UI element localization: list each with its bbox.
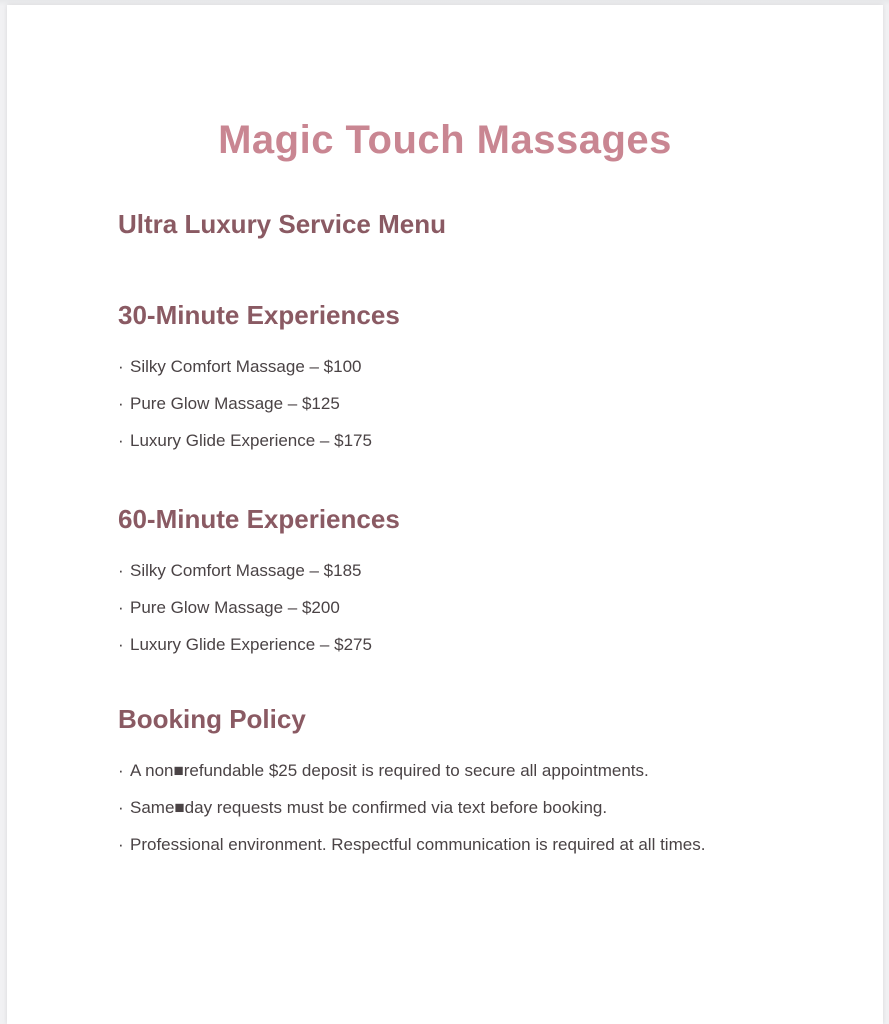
policy-item-list xyxy=(118,761,823,855)
list-item xyxy=(118,431,823,451)
list-item-text: Silky Comfort Massage – $185 xyxy=(130,561,362,580)
bullet-icon: · xyxy=(118,561,124,580)
section-heading: 30-Minute Experiences xyxy=(118,300,400,330)
section-60-minute-experiences xyxy=(118,504,823,655)
list-item xyxy=(118,761,823,781)
document-page xyxy=(7,5,883,1024)
bullet-icon: · xyxy=(118,835,124,854)
list-item xyxy=(118,394,823,414)
section-heading: 60-Minute Experiences xyxy=(118,504,400,534)
list-item xyxy=(118,835,823,855)
bullet-icon: · xyxy=(118,357,124,376)
menu-subtitle: Ultra Luxury Service Menu xyxy=(118,209,446,239)
list-item-text: Luxury Glide Experience – $275 xyxy=(130,635,372,654)
list-item-text: Pure Glow Massage – $200 xyxy=(130,598,340,617)
section-heading: Booking Policy xyxy=(118,704,306,734)
list-item-text: Same■day requests must be confirmed via text before booking. xyxy=(130,798,608,817)
list-item xyxy=(118,798,823,818)
list-item-text: Professional environment. Respectful communication is required at all times. xyxy=(130,835,706,854)
list-item-text: A non■refundable $25 deposit is required to secure all appointments. xyxy=(130,761,649,780)
list-item xyxy=(118,598,823,618)
list-item xyxy=(118,561,823,581)
list-item-text: Pure Glow Massage – $125 xyxy=(130,394,340,413)
bullet-icon: · xyxy=(118,798,124,817)
list-item-text: Luxury Glide Experience – $175 xyxy=(130,431,372,450)
menu-item-list xyxy=(118,357,823,451)
page-title: Magic Touch Massages xyxy=(218,118,672,162)
bullet-icon: · xyxy=(118,394,124,413)
section-booking-policy xyxy=(118,704,823,855)
bullet-icon: · xyxy=(118,635,124,654)
bullet-icon: · xyxy=(118,598,124,617)
list-item xyxy=(118,357,823,377)
menu-item-list xyxy=(118,561,823,655)
list-item-text: Silky Comfort Massage – $100 xyxy=(130,357,362,376)
bullet-icon: · xyxy=(118,761,124,780)
list-item xyxy=(118,635,823,655)
section-30-minute-experiences xyxy=(118,300,823,451)
bullet-icon: · xyxy=(118,431,124,450)
